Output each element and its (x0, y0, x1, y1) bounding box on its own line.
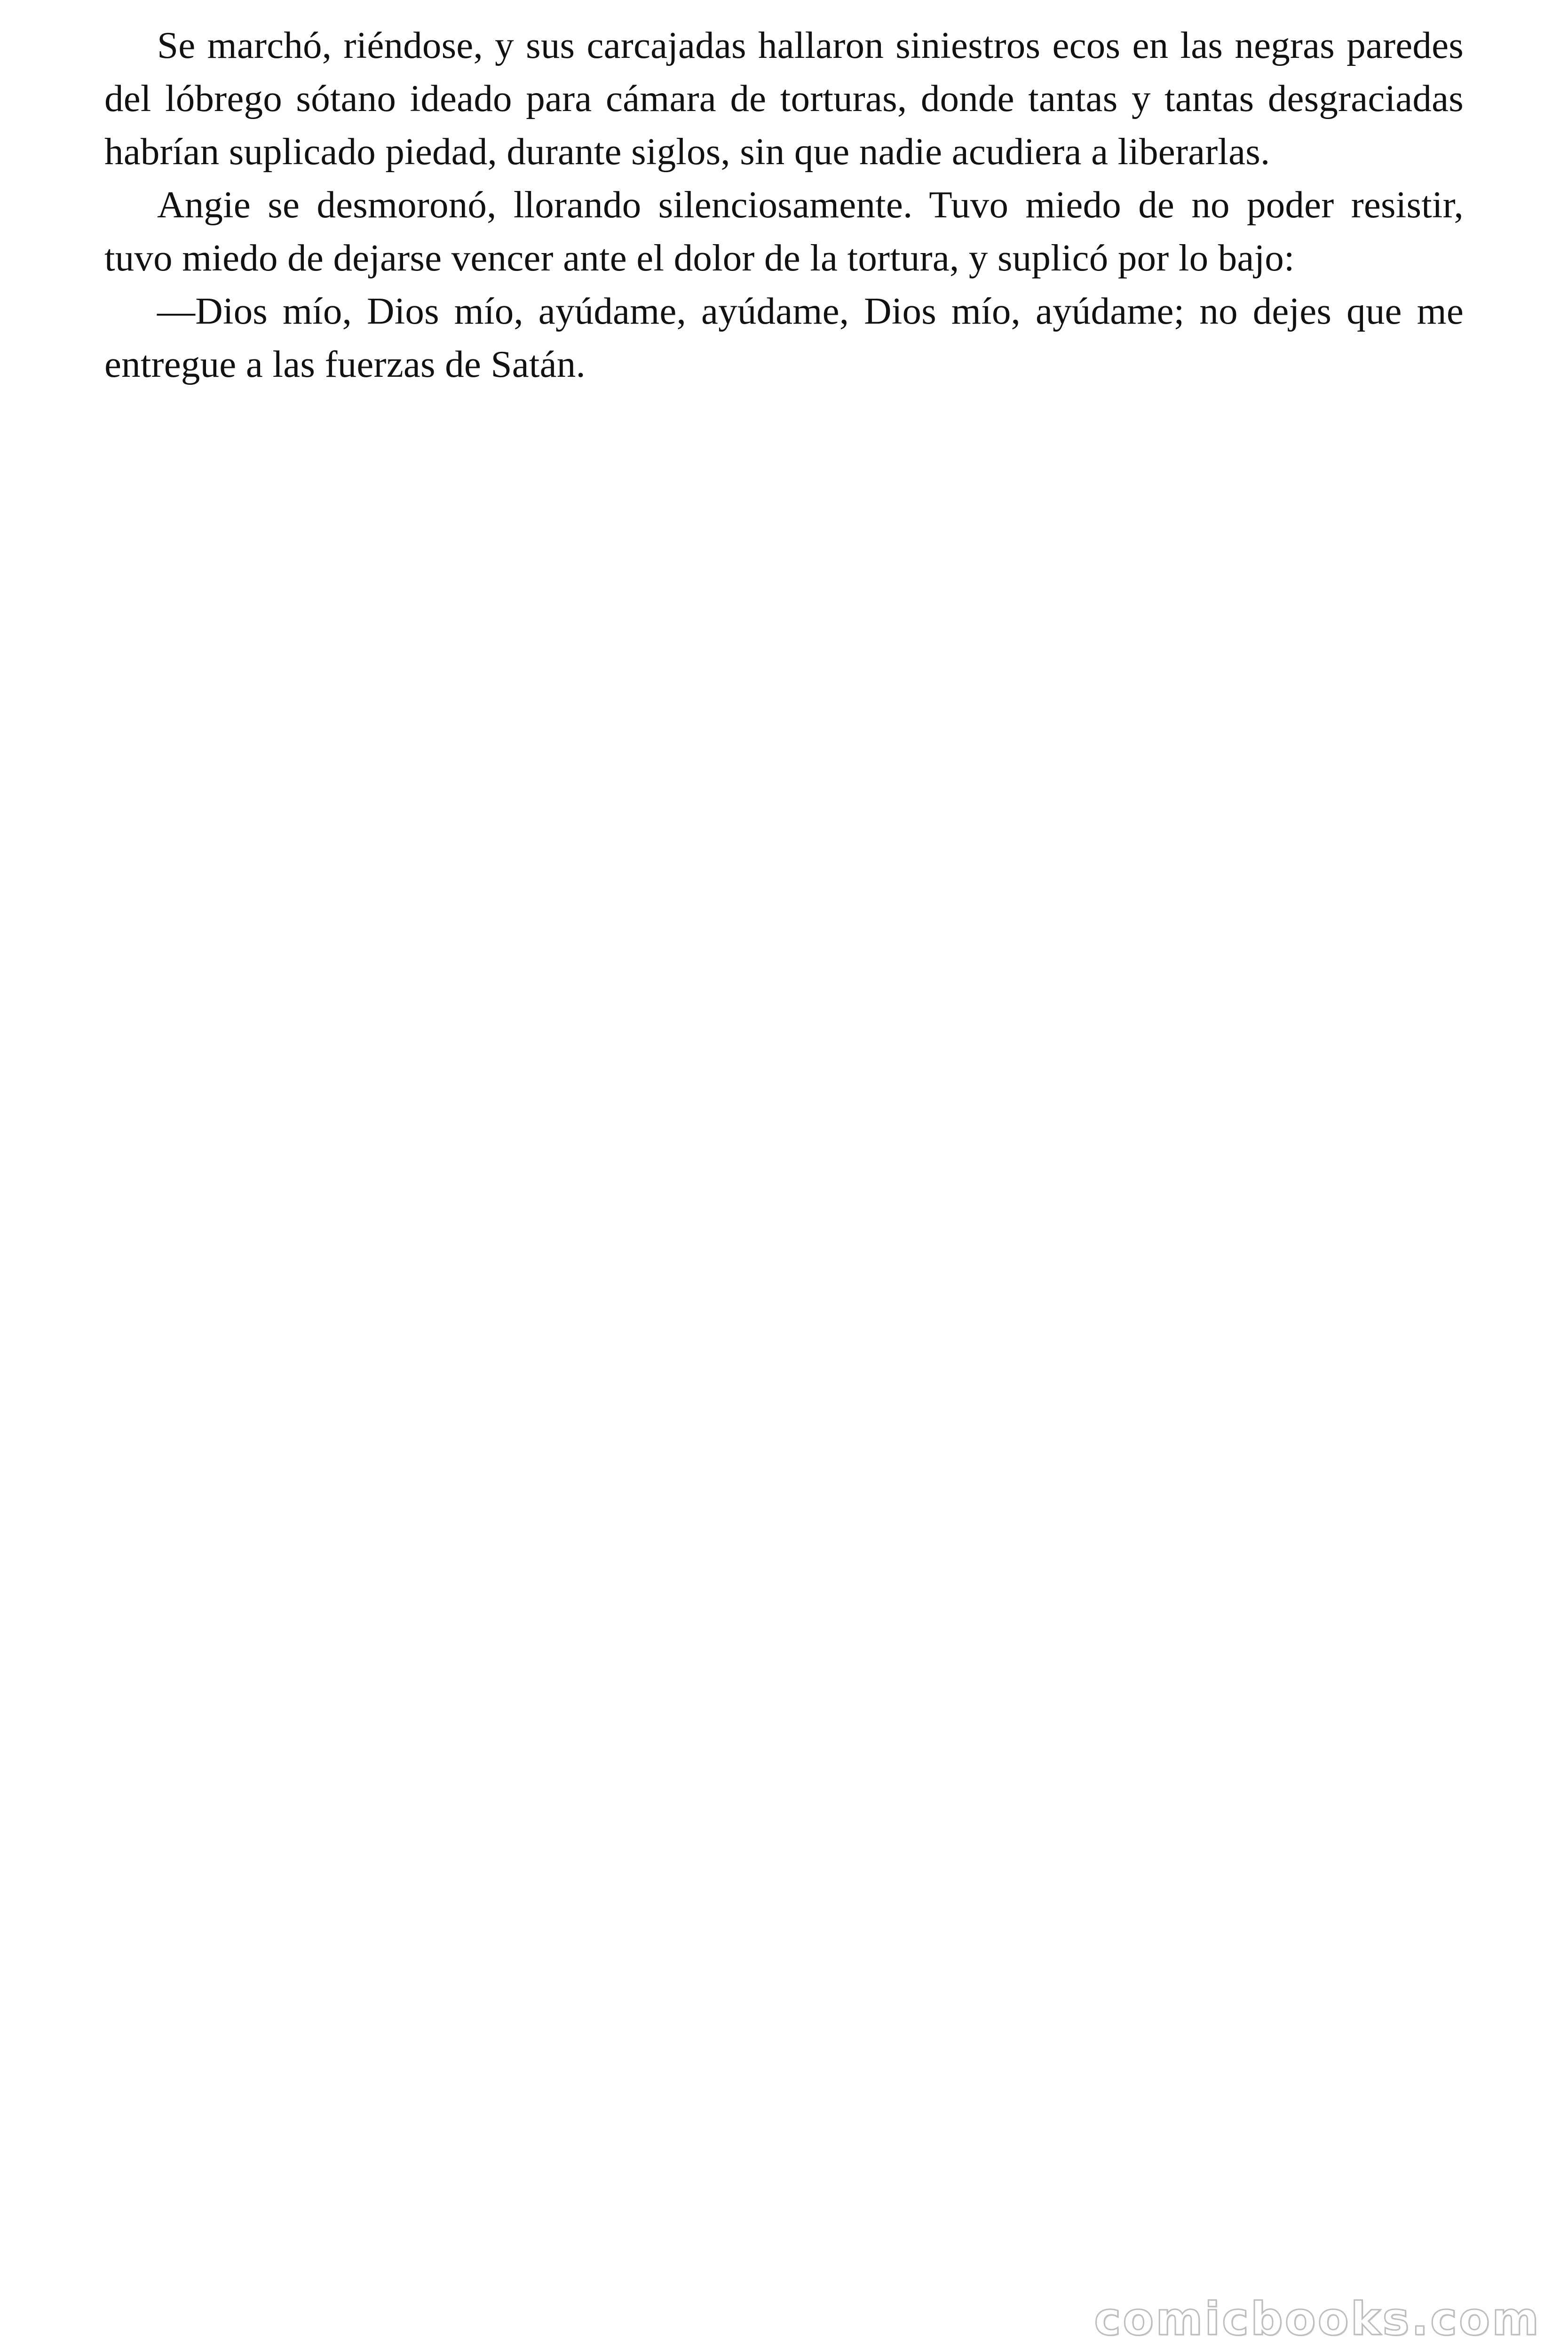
paragraph-1: Se marchó, riéndose, y sus carcajadas hallaron siniestros ecos en las negras paredes del lóbrego sótano ideado para cámara de torturas, donde tantas y tantas desgraciadas habrían suplicado piedad, durante siglos, sin que nadie acudiera a liberarlas. (104, 24, 1464, 173)
paragraph-3: —Dios mío, Dios mío, ayúdame, ayúdame, Dios mío, ayúdame; no dejes que me entregue a las fuerzas de Satán. (104, 290, 1464, 385)
paragraph-2: Angie se desmoronó, llorando silenciosamente. Tuvo miedo de no poder resistir, tuvo miedo de dejarse vencer ante el dolor de la tortura, y suplicó por lo bajo: (104, 183, 1464, 279)
watermark: comicbooks.com (1094, 2293, 1541, 2345)
body-text (104, 19, 1464, 391)
